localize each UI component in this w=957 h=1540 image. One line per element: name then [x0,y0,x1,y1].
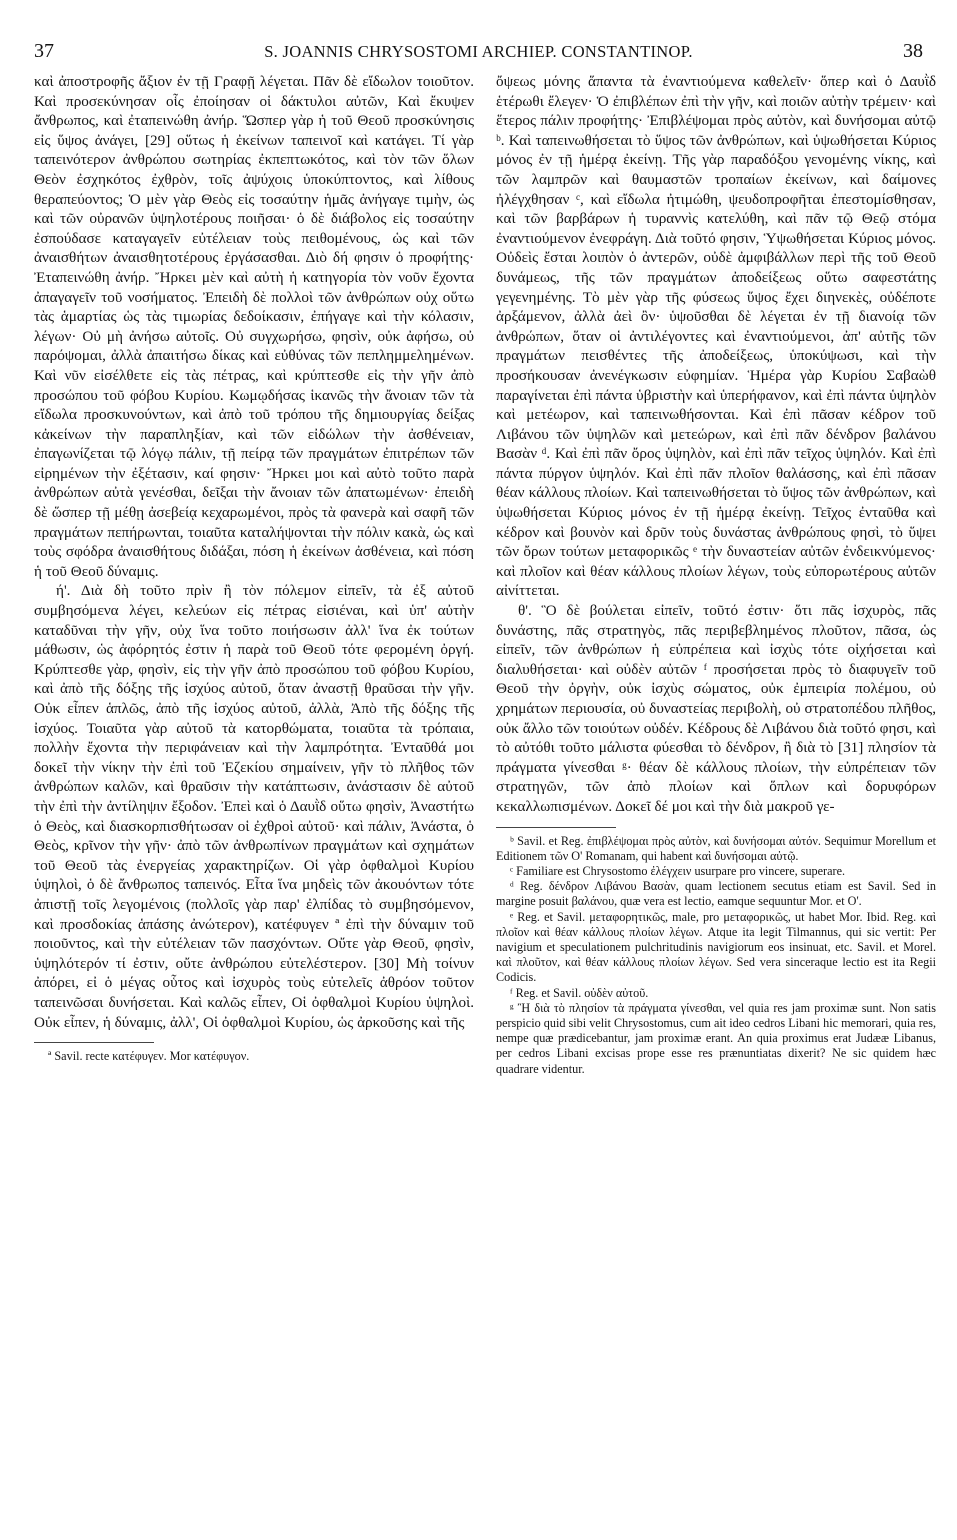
footnotes [496,834,936,1077]
body-paragraph: θ'. Ὃ δὲ βούλεται εἰπεῖν, τοῦτό ἐστιν· ὅτι πᾶς ἰσχυρὸς, πᾶς δυνάστης, πᾶς στρατηγὸς, πᾶς περιβεβλημένος πλοῦτον, πᾶσα, ὡς εἰπεῖν, τῶν ἀνθρώπων ἡ εὐπρέπεια καὶ ἰσχὺς τότε οἰχήσεται καὶ διαλυθήσεται· καὶ οὐδὲν αὐτῶν ᶠ προσήσεται πρὸς τὸ διαφυγεῖν τοῦ Θεοῦ τὴν ὀργὴν, οὐκ ἰσχὺς σώματος, οὐκ ἐμπειρία πολέμου, οὐ χρημάτων περιουσία, οὐ δυναστείας περιβολὴ, οὐ στρατοπέδου πλῆθος, οὐκ ἄλλο τῶν τοιούτων οὐδέν. Κέδρους δὲ Λιβάνου διὰ τοῦτό φησι, καὶ τὸ αὐτόθι τοῦτο μάλιστα φύεσθαι τὸ δένδρον, ἢ διὰ τὸ [31] πλησίον τὰ πράγματα γίνεσθαι ᵍ· θέαν δὲ κάλλους πλοίων, τὴν εὐπρέπειαν τῶν στρατηγῶν, τῶν ἀπὸ πλοίων καὶ ὅπλων καὶ δορυφόρων κεκαλλωπισμένων. Δοκεῖ δέ μοι καὶ τὴν διὰ μακροῦ γε- [496,602,936,815]
body-paragraph: καὶ ἀποστροφῆς ἄξιον ἐν τῇ Γραφῇ λέγεται. Πᾶν δὲ εἴδωλον τοιοῦτον. Καὶ προσεκύνησαν οἷς ἐποίησαν οἱ δάκτυλοι αὐτῶν, Καὶ ἔκυψεν ἄνθρωπος, καὶ ἐταπεινώθη ἀνήρ. Ὥσπερ γὰρ ἡ τοῦ Θεοῦ προσκύνησις εἰς ὕψος ἀνάγει, [29] οὕτως ἡ ἐκείνων ταπεινοῖ καὶ κατάγει. Τί γὰρ ταπεινότερον ἀνθρώπου σωτηρίας ἐκπεπτωκότος, καὶ τὸν τῶν ὅλων Θεὸν ἐσχηκότος ἐχθρὸν, τοῖς ἀψύχοις ὑποκύπτοντος, καὶ λίθους θεραπεύοντος; Ὁ μὲν γὰρ Θεὸς εἰς τοσαύτην ἡμᾶς ἀνήγαγε τιμὴν, ὡς καὶ τῶν οὐρανῶν ὑψηλοτέρους ποιῆσαι· ὁ δὲ διάβολος εἰς τοσαύτην ἐσπούδασε καταγαγεῖν εὐτέλειαν τοὺς πειθομένους, ὡς καὶ τῶν ἀναισθήτων ἀναισθητοτέρους ἐργάσασθαι. Διὸ δή φησιν ὁ προφήτης· Ἐταπεινώθη ἀνήρ. Ἤρκει μὲν καὶ αὐτὴ ἡ κατηγορία τὸν νοῦν ἔχοντα ἀπαγαγεῖν τοῦ νοσήματος. Ἐπειδὴ δὲ πολλοὶ τῶν ἀνθρώπων οὐχ οὕτω τὰς ἁμαρτίας ὡς τὰς τιμωρίας δεδοίκασιν, ἐπήγαγε καὶ τὴν κόλασιν, λέγων· Οὐ μὴ ἀνήσω αὐτοῖς. Οὐ συγχωρήσω, φησὶν, οὐκ ἀφήσω, οὐ παρόψομαι, ἀλλὰ ἀπαιτήσω δίκας καὶ εὐθύνας τῶν πεπλημμελημένων. Καὶ νῦν εἰσέλθετε εἰς τὰς πέτρας, καὶ κρύπτεσθε εἰς τὴν γῆν ἀπὸ προσώπου τοῦ φόβου Κυρίου. Κωμῳδήσας ἱκανῶς τὴν ἄνοιαν τῶν τὰ εἴδωλα προσκυνούντων, καὶ ἀπὸ τοῦ τρόπου τῆς δημιουργίας δείξας κἀκείνων τὴν παραπληξίαν, καὶ τῶν εἰδώλων τὴν ἀσθένειαν, ἐπαγωνίζεται τῷ λόγῳ πάλιν, τῇ πείρᾳ τῶν πραγμάτων ἐπιτρέπων τῶν εἰρημένων τὴν ἐξέτασιν, καί φησιν· Ἤρκει μοι καὶ αὐτὸ τοῦτο παρὰ ἀνθρώπων αὐτὰ γενέσθαι, δεῖξαι τὴν ἄνοιαν τῶν ἀπατωμένων· ἐπειδὴ δὲ ὥσπερ τῇ μέθῃ ἀσεβείᾳ κεχαρωμένοι, πρὸς τὰ φανερὰ καὶ σαφῆ τῶν πραγμάτων πεπήρωνται, τοιαῦτα καταλήψονται τὴν πόλιν κακὰ, ὡς καὶ τοὺς σφόδρα ἀναισθήτους διδάξαι, πόση ἡ ἐκείνων ἀσθένεια, καὶ πόση ἡ τοῦ Θεοῦ δύναμις. [34,73,474,580]
right-column [496,72,936,1512]
footnote: ᶠ Reg. et Savil. οὐδὲν αὐτοῦ. [510,985,649,1000]
footnote: ª Savil. recte κατέφυγεν. Mor κατέφυγον. [48,1049,250,1064]
page-header [34,40,923,66]
footnote: ᵇ Savil. et Reg. ἐπιβλέψομαι πρὸς αὐτὸν, καὶ δυνήσομαι αὐτόν. Sequimur Morellum et Editionem τῶν Ο' Romanam, qui habent καὶ δυνήσομαι αὐτῷ. [496,833,936,863]
footnote: ᵉ Reg. et Savil. μεταφορητικῶς, male, pro μεταφορικῶς, ut habet Mor. Ibid. Reg. καὶ πλοῖον καὶ θέαν κάλλους πλοίων λέγων. Atque ita legit Tilmannus, qui sic vertit: Per navigium et speculationem pulchritudinis navigiorum eos insinuat, etc. Savil. et Morel. καὶ πλοῦτον, καὶ θέαν κάλλους πλοίων λέγων. Sed vera sinceraque lectio est ita Regii Codicis. [496,909,936,985]
body-paragraph: ή'. Διὰ δὴ τοῦτο πρὶν ἢ τὸν πόλεμον εἰπεῖν, τὰ ἐξ αὐτοῦ συμβησόμενα λέγει, κελεύων εἰς πέτρας εἰσιέναι, καὶ ὑπ' αὐτὴν καταδῦναι τὴν γῆν, οὐχ ἵνα τοῦτο ποιήσωσιν ἀλλ' ἵνα ἐκ τούτων μάθωσιν, ὡς ἀφόρητός ἐστιν ἡ παρὰ τοῦ Θεοῦ τότε φερομένη ὀργή. Κρύπτεσθε γὰρ, φησὶν, εἰς τὴν γῆν ἀπὸ προσώπου τοῦ φόβου Κυρίου, καὶ ἀπὸ τῆς δόξης τῆς ἰσχύος αὐτοῦ, ὅταν ἀναστῇ θραῦσαι τὴν γῆν. Οὐκ εἶπεν ἁπλῶς, ἀπὸ τῆς ἰσχύος αὐτοῦ, ἀλλὰ, Ἀπὸ τῆς δόξης τῆς ἰσχύος. Τοιαῦτα γὰρ αὐτοῦ τὰ κατορθώματα, τοιαῦτα τὰ τρόπαια, πολλὴν ἔχοντα τὴν περιφάνειαν καὶ τὴν λαμπρότητα. Ἐνταῦθά μοι δοκεῖ τὴν νίκην τὴν ἐπὶ τοῦ Ἐζεκίου σημαίνειν, γῆν τὸ πλῆθος τῶν ἀνθρώπων καλῶν, καὶ θραῦσιν τὴν κατάπτωσιν, ἀνάστασιν δὲ αὐτοῦ τὴν ἐπὶ τὴν ἀντίληψιν ἔξοδον. Ἐπεὶ καὶ ὁ Δαυῒδ οὕτω φησὶν, Ἀναστήτω ὁ Θεὸς, καὶ διασκορπισθήτωσαν οἱ ἐχθροὶ αὐτοῦ· καὶ πάλιν, Ἀνάστα, ὁ Θεὸς, κρῖνον τὴν γῆν· ἀπὸ τῶν ἀνθρωπίνων πραγμάτων καὶ σχημάτων τοῦ Θεοῦ τὰς ἐνεργείας χαρακτηρίζων. Οἱ γὰρ ὀφθαλμοὶ Κυρίου ὑψηλοὶ, ὁ δὲ ἄνθρωπος ταπεινός. Εἶτα ἵνα μηδεὶς τῶν ἀκουόντων τότε ἀπιστῇ τοῖς λεγομένοις (πολλοῖς γὰρ παρ' ἐλπίδας τὸ συμβησόμενον, καὶ προσδοκίας ἁπάσης ἀνώτερον), κατέφυγεν ª ἐπὶ τὴν δύναμιν τοῦ ποιοῦντος, καὶ τὴν εὐτέλειαν τῶν πασχόντων. Οὔτε γὰρ Θεοῦ, φησὶν, ὑψηλότερόν τί ἐστιν, οὔτε ἀνθρώπου εὐτελέστερον. [30] Μὴ τοίνυν ἀπόρει, εἰ ὁ μέγας οὗτος καὶ ἰσχυρὸς τοὺς εὐτελεῖς ἀθρόον τοῦτον ταπεινῶσαι δυνήσεται. Καὶ καλῶς εἶπεν, Οἱ ὀφθαλμοὶ Κυρίου ὑψηλοὶ. Οὐκ εἶπεν, ἡ δύναμις, ἀλλ', Οἱ ὀφθαλμοὶ Κυρίου, ὡς ἀρκοῦσης καὶ τῆς [34,582,474,1031]
footnote-rule [496,827,616,828]
footnote: ᶜ Familiare est Chrysostomo ἐλέγχειν usurpare pro vincere, superare. [510,863,846,878]
running-title: S. JOANNIS CHRYSOSTOMI ARCHIEP. CONSTANTINOP. [264,42,693,61]
footnotes [34,1049,474,1064]
footnote-rule [34,1042,154,1043]
body-paragraph: ὄψεως μόνης ἅπαντα τὰ ἐναντιούμενα καθελεῖν· ὅπερ καὶ ὁ Δαυῒδ ἑτέρωθι ἔλεγεν· Ὁ ἐπιβλέπων ἐπὶ τὴν γῆν, καὶ ποιῶν αὐτὴν τρέμειν· καὶ ἕτερος πάλιν προφήτης· Ἐπιβλέψομαι πρὸς αὐτὸν, καὶ δυνήσομαι αὐτῷ ᵇ. Καὶ ταπεινωθήσεται τὸ ὕψος τῶν ἀνθρώπων, καὶ ὑψωθήσεται Κύριος μόνος ἐν τῇ ἡμέρᾳ ἐκείνῃ. Τῆς γὰρ παραδόξου γενομένης νίκης, καὶ τῶν λαμπρῶν καὶ θαυμαστῶν τροπαίων ἐκείνων, καὶ δαίμονες ἠλέγχθησαν ᶜ, καὶ εἴδωλα ἠτιμώθη, ψευδοπροφῆται ἐπεστομίσθησαν, καὶ τῶν βαρβάρων ἡ τυραννὶς κατελύθη, καὶ πᾶν τῷ Θεῷ στόμα ἐναντιούμενον ἐνεφράγη. Διὰ τοῦτό φησιν, Ὑψωθήσεται Κύριος μόνος. Οὐδεὶς ἔσται λοιπὸν ὁ ἀντερῶν, οὐδὲ ἀμφιβάλλων περὶ τῆς τοῦ Θεοῦ δυνάμεως, τῆς τῶν πραγμάτων ἀποδείξεως οὕτω σαφεστάτης γεγενημένης. Τὸ μὲν γὰρ τῆς φύσεως ὕψος ἔχει διηνεκὲς, οὐδέποτε ἀρξάμενον, ἀλλὰ ἀεὶ ὂν· ὑψοῦσθαι δὲ λέγεται ἐν τῇ διανοίᾳ τῶν ἀνθρώπων, ὅταν οἱ ἀντιλέγοντες καὶ ἐναντιούμενοι, ἀπ' αὐτῆς τῶν πραγμάτων πεισθέντες τῆς ἀποδείξεως, ὑποκύψωσι, καὶ τὴν προσήκουσαν ἀνενέγκωσιν εὐφημίαν. Ἡμέρα γὰρ Κυρίου Σαβαὼθ παραγίνεται ἐπὶ πάντα ὑβριστὴν καὶ ὑπερήφανον, καὶ ἐπὶ πάντα ὑψηλὸν καὶ μετέωρον, καὶ ταπεινωθήσονται. Καὶ ἐπὶ πᾶσαν κέδρον τοῦ Λιβάνου τῶν ὑψηλῶν καὶ μετεώρων, καὶ ἐπὶ πᾶν δένδρον βαλάνου Βασὰν ᵈ. Καὶ ἐπὶ πᾶν ὄρος ὑψηλὸν, καὶ ἐπὶ πᾶν τεῖχος ὑψηλόν. Καὶ ἐπὶ πάντα πύργον ὑψηλόν. Καὶ ἐπὶ πᾶν πλοῖον θαλάσσης, καὶ ἐπὶ πᾶσαν θέαν κάλλους πλοίων. Καὶ ταπεινωθήσεται τὸ ὕψος τῶν ἀνθρώπων, καὶ ὑψωθήσεται Κύριος μόνος ἐν τῇ ἡμέρᾳ ἐκείνῃ. Τεῖχος ἐνταῦθα καὶ κέδρον καὶ βουνὸν καὶ δρῦν τοὺς δυνάστας ἀνθρώπους φησὶ, τὸ ὕψει τῶν ὄρων τούτων μεταφορικῶς ᵉ τὴν δυναστείαν αὐτῶν ἐνδεικνύμενος· καὶ πλοῖον καὶ θέαν κάλλους πλοίων λέγων, τοὺς εὐπορωτέρους αὐτῶν αἰνίττεται. [496,73,936,600]
footnote: ᵈ Reg. δένδρον Λιβάνου Βασὰν, quam lectionem secutus etiam est Savil. Sed in margine posuit βαλάνου, quæ vera est lectio, eamque sequuntur Mor. et O'. [496,879,936,909]
footnote: ᵍ Ἢ διὰ τὸ πλησίον τὰ πράγματα γίνεσθαι, vel quia res jam proximæ sunt. Non satis perspicio quid sibi velit Chrysostomus, cum ait ideo cedros Libani hic memorari, quia res, nempe quæ prædicebantur, jam proximæ erant. An quia proximus erat Judææ Libanus, per cedros Libani excisas prope esse res prænuntiatas dixerit? Ne sic quidem hæc quadrare videntur. [496,1000,936,1076]
left-column [34,72,474,1522]
page-number-right: 38 [902,40,923,62]
page-number-left: 37 [34,40,54,62]
